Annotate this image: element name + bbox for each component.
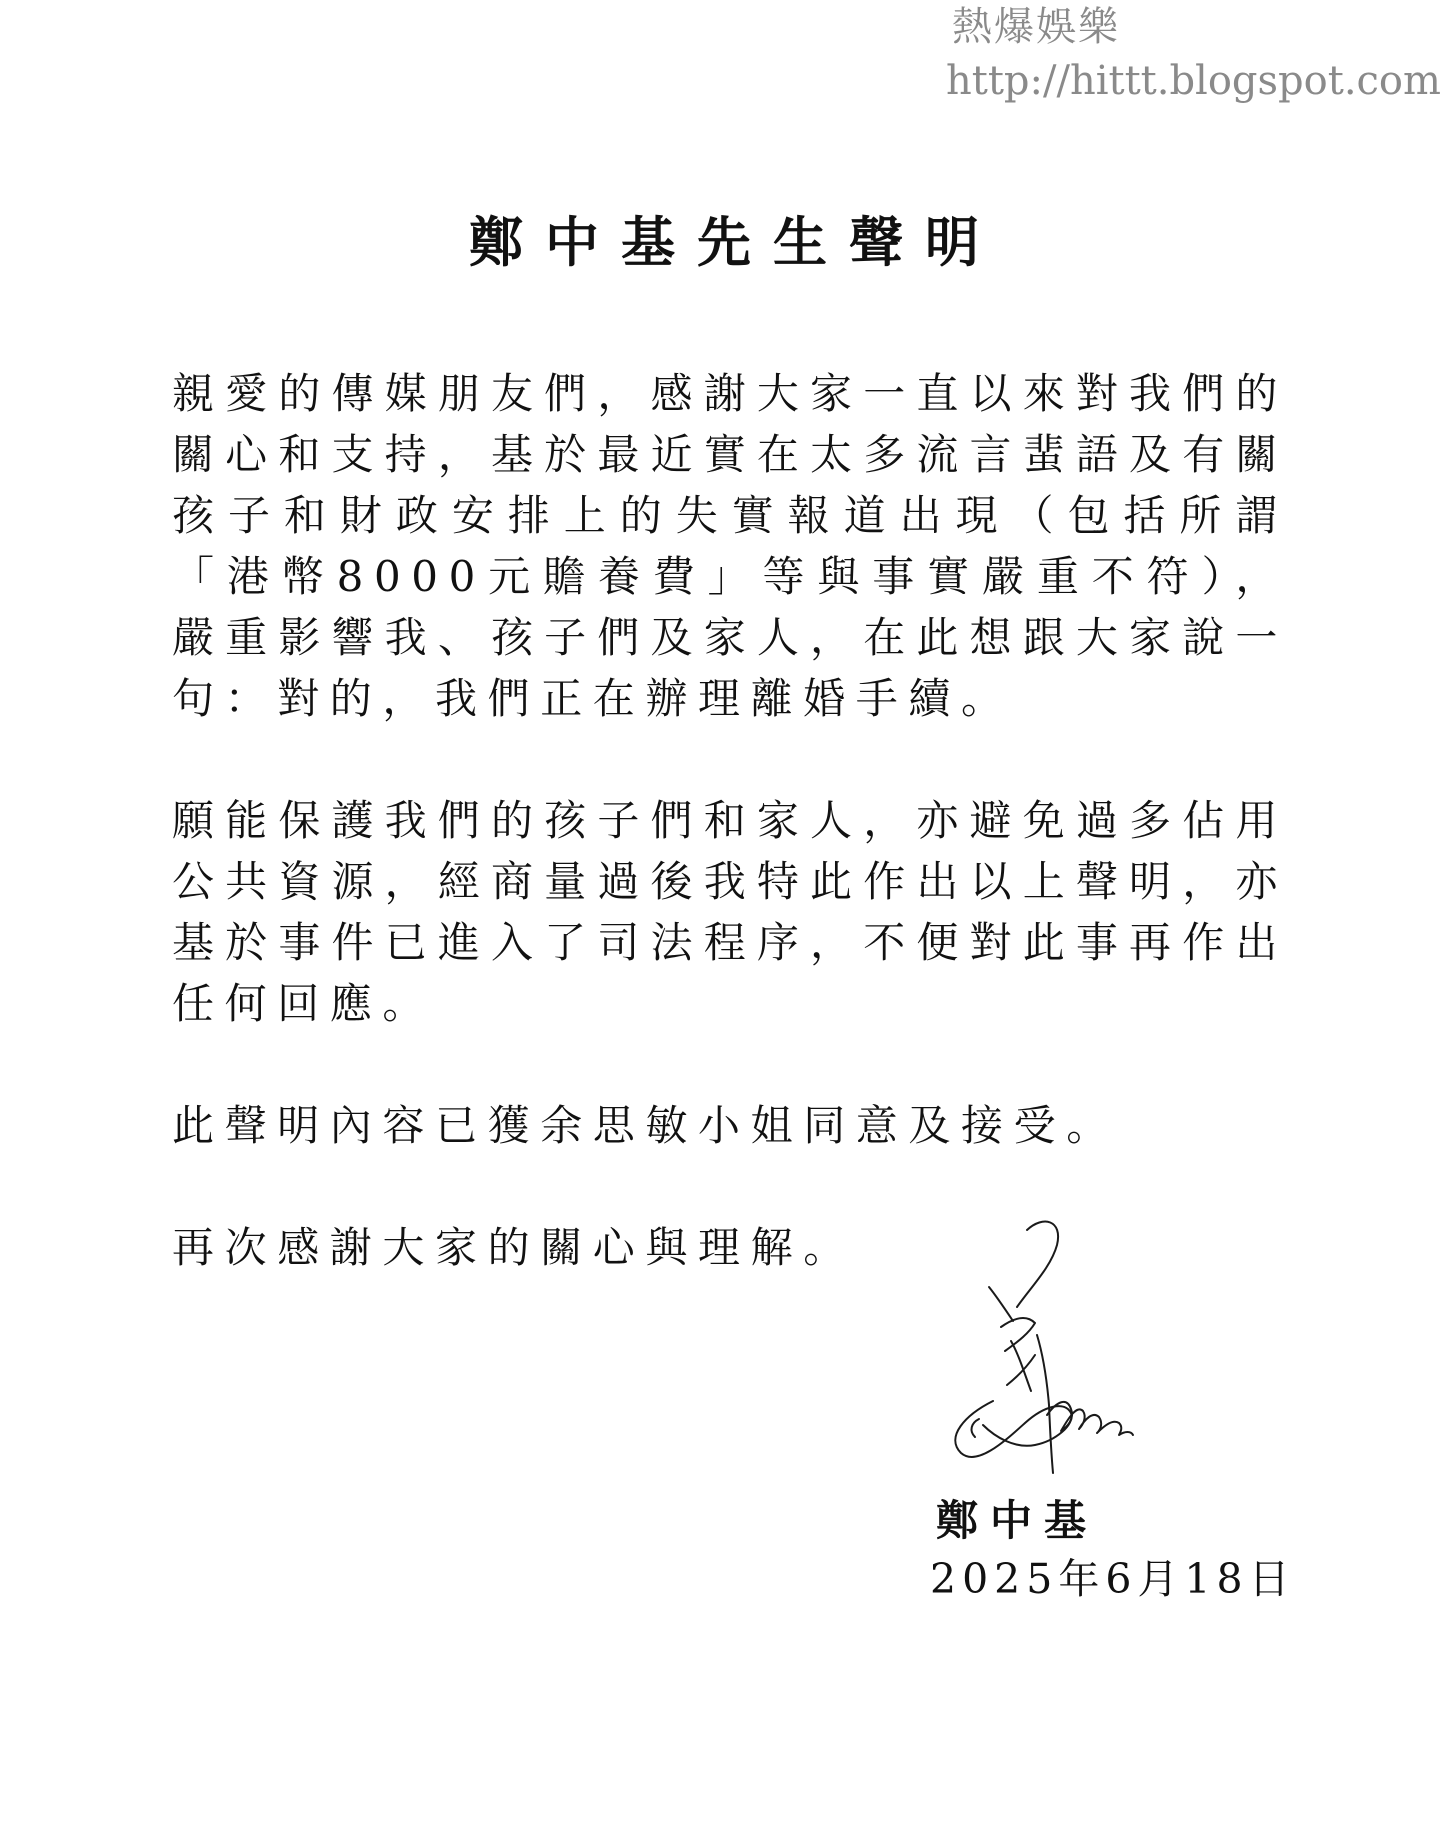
statement-paragraph: 願能保護我們的孩子們和家人，亦避免過多佔用公共資源，經商量過後我特此作出以上聲明，亦基於事件已進入了司法程序，不便對此事再作出任何回應。 (172, 796, 1288, 1028)
statement-paragraph: 再次感謝大家的關心與理解。 (172, 1223, 856, 1272)
signer-name: 鄭中基 (936, 1496, 1099, 1545)
statement-paragraph: 親愛的傳媒朋友們，感謝大家一直以來對我們的關心和支持，基於最近實在太多流言蜚語及有關孩子和財政安排上的失實報道出現（包括所謂「港幣8000元贍養費」等與事實嚴重不符），嚴重影響我、孩子們及家人，在此想跟大家說一句：對的，我們正在辦理離婚手續。 (172, 369, 1288, 723)
statement-paragraph: 此聲明內容已獲余思敏小姐同意及接受。 (172, 1101, 1119, 1150)
watermark (946, 0, 1441, 108)
watermark-url: http://hittt.blogspot.com (946, 58, 1441, 104)
handwritten-signature (935, 1205, 1135, 1480)
statement-title: 鄭中基先生聲明 (469, 210, 1001, 274)
statement-date: 2025年6月18日 (930, 1555, 1296, 1603)
watermark-site-name: 熱爆娛樂 (952, 4, 1120, 50)
statement-body (172, 363, 1288, 1278)
